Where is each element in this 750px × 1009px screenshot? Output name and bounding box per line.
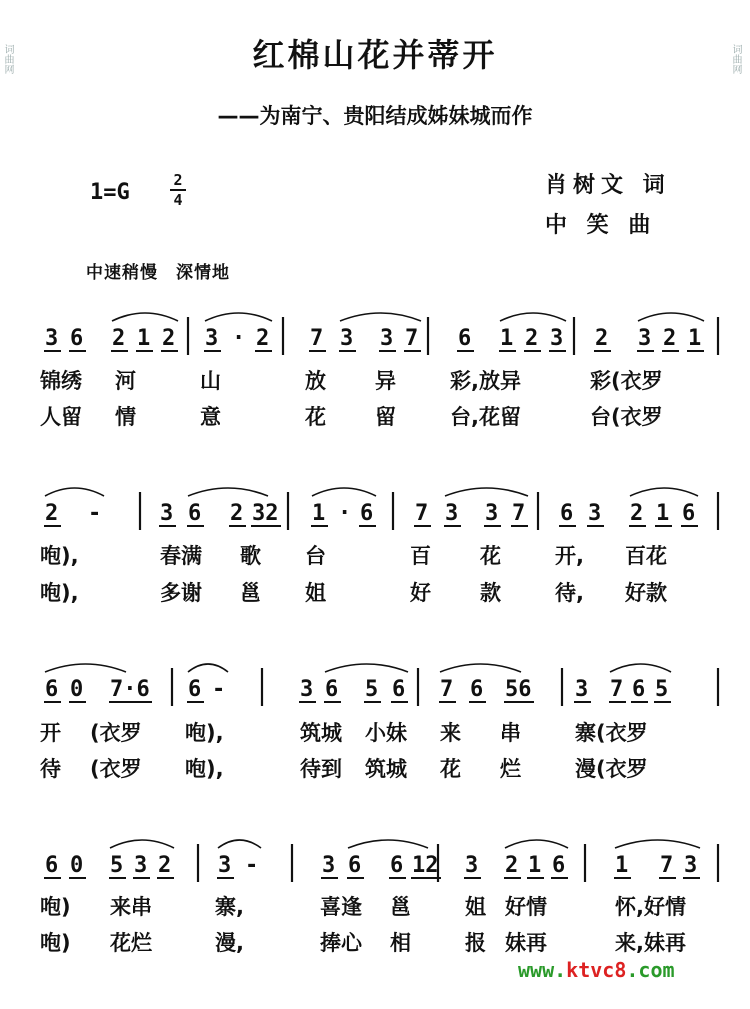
note: 3	[205, 326, 219, 351]
slur	[205, 313, 272, 321]
lyric-word: 喜逢	[320, 895, 362, 919]
note: -	[245, 853, 259, 878]
slur	[630, 488, 698, 496]
note: 6	[360, 501, 374, 526]
lyric-word: 捧心	[320, 931, 362, 955]
note: 7	[440, 677, 454, 702]
note: 7·6	[110, 677, 150, 702]
note: 6	[632, 677, 646, 702]
note: 6	[392, 677, 406, 702]
lyric-word: 好	[410, 581, 431, 605]
lyric-word: 烂	[500, 757, 521, 781]
lyric-word: (衣罗	[90, 721, 142, 745]
lyric-word: 相	[390, 931, 411, 955]
key-signature: 1=G	[90, 180, 130, 205]
lyric-word: 彩,放异	[450, 369, 521, 393]
lyric-word: 台,花留	[450, 405, 521, 429]
note: 56	[505, 677, 532, 702]
note: 1	[312, 501, 326, 526]
lyric-word: 姐	[305, 581, 326, 605]
time-signature-top: 2	[173, 171, 183, 189]
lyric-word: 河	[115, 369, 136, 393]
tempo-marking: 中速稍慢 深情地	[86, 263, 230, 283]
website-domain: ktvc8	[566, 958, 627, 982]
lyric-word: 好情	[505, 895, 547, 919]
note: 5	[655, 677, 669, 702]
lyric-word: 花	[305, 405, 326, 429]
note: 6	[45, 677, 59, 702]
slur	[610, 664, 671, 672]
watermark-text: 词曲网	[2, 44, 13, 74]
slur	[340, 313, 421, 321]
note: 3	[380, 326, 394, 351]
lyric-word: 情	[115, 405, 136, 429]
lyric-word: 人留	[40, 405, 82, 429]
slur	[638, 313, 704, 321]
note: -	[88, 501, 102, 526]
note: 3	[684, 853, 698, 878]
lyric-word: 串	[500, 721, 521, 745]
website-link[interactable]	[518, 958, 675, 982]
note: 6	[470, 677, 484, 702]
note: 3	[160, 501, 174, 526]
note: 2	[505, 853, 519, 878]
note: 6	[560, 501, 574, 526]
note: 5	[110, 853, 124, 878]
note: 3	[300, 677, 314, 702]
slur	[348, 840, 428, 848]
lyric-word: 寨,	[215, 895, 244, 919]
note: 7	[660, 853, 674, 878]
note: 1	[656, 501, 670, 526]
note: 1	[528, 853, 542, 878]
slur	[505, 840, 568, 848]
lyric-word: 姐	[465, 895, 486, 919]
slur	[445, 488, 528, 496]
note: 3	[322, 853, 336, 878]
note: 3	[340, 326, 354, 351]
note: 2	[630, 501, 644, 526]
slur	[45, 664, 126, 672]
lyric-word: 邕	[390, 895, 411, 919]
note: 3	[638, 326, 652, 351]
note: 6	[45, 853, 59, 878]
slur	[325, 664, 408, 672]
slur	[110, 840, 174, 848]
note: 3	[550, 326, 564, 351]
lyric-word: 待,	[555, 581, 584, 605]
note: 2	[663, 326, 677, 351]
lyric-word: 锦绣	[40, 369, 82, 393]
note: ·	[338, 501, 352, 526]
lyric-word: 咆),	[185, 757, 224, 781]
lyric-word: 来,妹再	[615, 931, 686, 955]
slur	[218, 840, 261, 848]
website-prefix: www.	[518, 958, 567, 982]
watermark-text: 词曲网	[730, 44, 741, 74]
song-title: 红棉山花并蒂开	[252, 36, 498, 74]
song-subtitle: ——为南宁、贵阳结成姊妹城而作	[217, 104, 533, 128]
slur	[188, 664, 228, 672]
lyric-word: 咆),	[185, 721, 224, 745]
lyric-word: 山	[200, 369, 221, 393]
slur	[500, 313, 566, 321]
lyric-word: 寨(衣罗	[575, 721, 648, 745]
composer-credit: 中 笑 曲	[545, 213, 657, 238]
note: 2	[158, 853, 172, 878]
lyric-word: 咆)	[40, 931, 71, 955]
lyric-word: 异	[375, 369, 396, 393]
slur	[188, 488, 268, 496]
lyric-word: 留	[375, 405, 396, 429]
note: 6	[552, 853, 566, 878]
lyric-word: 待	[40, 757, 61, 781]
lyric-word: 台(衣罗	[590, 405, 663, 429]
note: 3	[575, 677, 589, 702]
note: 3	[465, 853, 479, 878]
lyric-word: 咆)	[40, 895, 71, 919]
lyric-word: 小妹	[365, 721, 407, 745]
note: 6	[682, 501, 696, 526]
note: 3	[588, 501, 602, 526]
lyric-word: 多谢	[160, 581, 202, 605]
slur	[615, 840, 700, 848]
note: 2	[525, 326, 539, 351]
lyric-word: 花	[480, 544, 501, 568]
lyric-word: 筑城	[300, 721, 342, 745]
note: 2	[256, 326, 270, 351]
lyric-word: 报	[465, 931, 486, 955]
slur	[440, 664, 521, 672]
note: 6	[188, 677, 202, 702]
note: 1	[615, 853, 629, 878]
slur	[112, 313, 178, 321]
note: 3	[134, 853, 148, 878]
note: 0	[70, 677, 84, 702]
note: 2	[162, 326, 176, 351]
note: 3	[485, 501, 499, 526]
lyric-word: 彩(衣罗	[590, 369, 663, 393]
note: 1	[688, 326, 702, 351]
note: 5	[365, 677, 379, 702]
lyric-word: 放	[305, 369, 326, 393]
note: 3	[45, 326, 59, 351]
note: 7	[610, 677, 624, 702]
note: 2	[45, 501, 59, 526]
note: 6	[348, 853, 362, 878]
slur	[45, 488, 104, 496]
note: 6	[70, 326, 84, 351]
lyric-word: 咆),	[40, 544, 79, 568]
lyric-word: 怀,好情	[615, 895, 686, 919]
lyric-word: (衣罗	[90, 757, 142, 781]
lyric-word: 来	[440, 721, 461, 745]
lyric-word: 筑城	[365, 757, 407, 781]
note: 2	[112, 326, 126, 351]
lyricist-credit: 肖树文 词	[545, 173, 671, 198]
lyric-word: 邕	[240, 581, 261, 605]
lyric-word: 款	[480, 581, 501, 605]
note: 6	[390, 853, 404, 878]
lyric-word: 漫(衣罗	[575, 757, 648, 781]
note: 2	[230, 501, 244, 526]
note: 1	[500, 326, 514, 351]
lyric-word: 春满	[160, 544, 202, 568]
time-signature-bottom: 4	[170, 189, 186, 209]
lyric-word: 台	[305, 544, 326, 568]
lyric-word: 歌	[240, 544, 261, 568]
note: 6	[188, 501, 202, 526]
note: -	[212, 677, 226, 702]
lyric-word: 开	[40, 721, 61, 745]
lyric-word: 来串	[110, 895, 152, 919]
note: 7	[512, 501, 526, 526]
note: 3	[445, 501, 459, 526]
lyric-word: 漫,	[215, 931, 244, 955]
lyric-word: 花	[440, 757, 461, 781]
note: 2	[595, 326, 609, 351]
lyric-word: 开,	[555, 544, 584, 568]
lyric-word: 咆),	[40, 581, 79, 605]
note: 3	[218, 853, 232, 878]
note: 7	[310, 326, 324, 351]
slur	[312, 488, 376, 496]
note: 7	[415, 501, 429, 526]
lyric-word: 妹再	[505, 931, 547, 955]
lyric-word: 意	[200, 405, 221, 429]
website-suffix: .com	[626, 958, 675, 982]
lyric-word: 百花	[625, 544, 667, 568]
note: 0	[70, 853, 84, 878]
lyric-word: 百	[410, 544, 431, 568]
lyric-word: 好款	[625, 581, 667, 605]
note: 6	[325, 677, 339, 702]
lyric-word: 花烂	[110, 931, 152, 955]
note: 1	[137, 326, 151, 351]
lyric-word: 待到	[300, 757, 342, 781]
note: 7	[405, 326, 419, 351]
note: ·	[232, 326, 246, 351]
note: 6	[458, 326, 472, 351]
note: 12	[412, 853, 439, 878]
note: 32	[252, 501, 279, 526]
